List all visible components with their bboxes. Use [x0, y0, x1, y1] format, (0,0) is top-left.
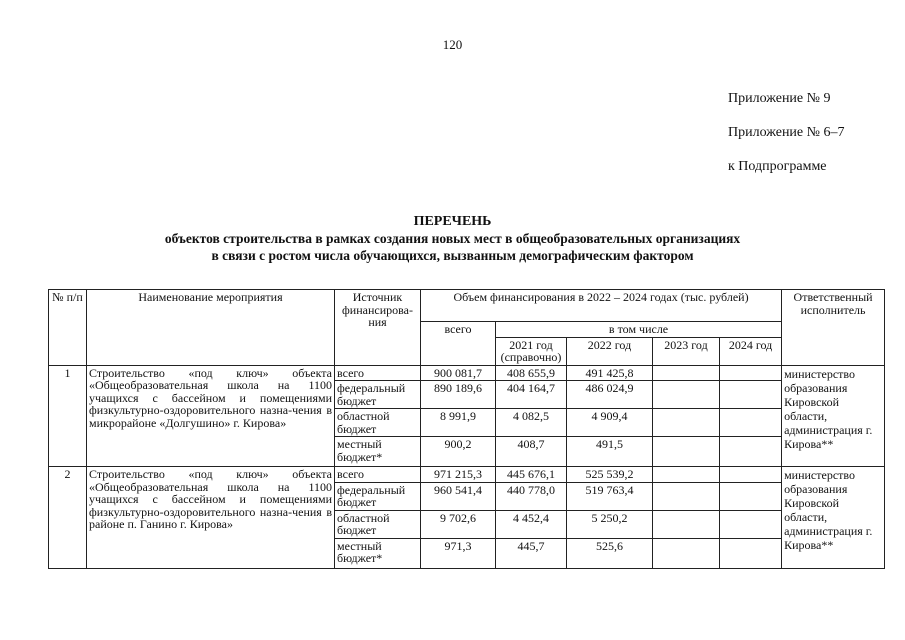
- value-2022: 525,6: [567, 538, 653, 568]
- header-2021: 2021 год (справочно): [496, 337, 567, 365]
- document-heading: [0, 213, 905, 264]
- value-2024: [720, 482, 782, 510]
- header-name: Наименование мероприятия: [87, 290, 335, 366]
- header-including: в том числе: [496, 322, 782, 338]
- value-2024: [720, 467, 782, 483]
- total-value: 971 215,3: [421, 467, 496, 483]
- header-2022: 2022 год: [567, 337, 653, 365]
- page-number: 120: [442, 37, 463, 52]
- row-number: 1: [49, 365, 87, 467]
- value-2022: 491,5: [567, 437, 653, 467]
- value-2023: [653, 365, 720, 381]
- funding-source: всего: [335, 365, 421, 381]
- header-responsible: Ответственный исполнитель: [782, 290, 885, 366]
- table-row: [49, 365, 885, 381]
- total-value: 960 541,4: [421, 482, 496, 510]
- value-2023: [653, 381, 720, 409]
- funding-source: местный бюджет*: [335, 538, 421, 568]
- heading-title: ПЕРЕЧЕНЬ: [413, 214, 492, 229]
- value-2021: 408,7: [496, 437, 567, 467]
- value-2022: 525 539,2: [567, 467, 653, 483]
- value-2024: [720, 381, 782, 409]
- funding-source: областной бюджет: [335, 510, 421, 538]
- value-2022: 491 425,8: [567, 365, 653, 381]
- value-2024: [720, 365, 782, 381]
- value-2021: 440 778,0: [496, 482, 567, 510]
- funding-source: федеральный бюджет: [335, 381, 421, 409]
- value-2021: 408 655,9: [496, 365, 567, 381]
- value-2024: [720, 510, 782, 538]
- value-2023: [653, 437, 720, 467]
- heading-line-2: объектов строительства в рамках создания новых мест в общеобразовательных организациях: [164, 231, 741, 246]
- value-2021: 404 164,7: [496, 381, 567, 409]
- value-2024: [720, 409, 782, 437]
- value-2021: 445 676,1: [496, 467, 567, 483]
- row-number: 2: [49, 467, 87, 569]
- header-volume: Объем финансирования в 2022 – 2024 годах (тыс. рублей): [421, 290, 782, 322]
- table-row: [49, 467, 885, 483]
- value-2023: [653, 510, 720, 538]
- value-2021: 445,7: [496, 538, 567, 568]
- header-total: всего: [421, 322, 496, 366]
- total-value: 890 189,6: [421, 381, 496, 409]
- value-2024: [720, 538, 782, 568]
- value-2022: 5 250,2: [567, 510, 653, 538]
- value-2023: [653, 409, 720, 437]
- funding-source: федеральный бюджет: [335, 482, 421, 510]
- value-2023: [653, 538, 720, 568]
- header-num: № п/п: [49, 290, 87, 366]
- value-2023: [653, 467, 720, 483]
- total-value: 971,3: [421, 538, 496, 568]
- total-value: 900 081,7: [421, 365, 496, 381]
- appendix-number: Приложение № 9: [728, 91, 831, 106]
- header-2024: 2024 год: [720, 337, 782, 365]
- funding-source: всего: [335, 467, 421, 483]
- header-2023: 2023 год: [653, 337, 720, 365]
- header-source: Источник финансирова-ния: [335, 290, 421, 366]
- total-value: 9 702,6: [421, 510, 496, 538]
- value-2022: 486 024,9: [567, 381, 653, 409]
- object-name: Строительство «под ключ» объекта «Общеобразовательная школа на 1100 учащихся с бассейном и помещениями физкультурно-оздоровительного назна-чения в микрорайоне «Долгушино» г. Кирова»: [87, 365, 335, 467]
- value-2023: [653, 482, 720, 510]
- total-value: 8 991,9: [421, 409, 496, 437]
- heading-line-3: в связи с ростом числа обучающихся, вызванным демографическим фактором: [211, 248, 694, 263]
- value-2021: 4 082,5: [496, 409, 567, 437]
- total-value: 900,2: [421, 437, 496, 467]
- object-name: Строительство «под ключ» объекта «Общеобразовательная школа на 1100 учащихся с бассейном и помещениями физкультурно-оздоровительного назна-чения в районе п. Ганино г. Кирова»: [87, 467, 335, 569]
- funding-source: областной бюджет: [335, 409, 421, 437]
- value-2024: [720, 437, 782, 467]
- value-2022: 519 763,4: [567, 482, 653, 510]
- appendix-subnumber: Приложение № 6–7: [728, 125, 845, 140]
- value-2022: 4 909,4: [567, 409, 653, 437]
- responsible-executor: министерство образования Кировской области, администрация г. Кирова**: [782, 365, 885, 467]
- funding-source: местный бюджет*: [335, 437, 421, 467]
- financing-table: [48, 289, 885, 569]
- appendix-reference: к Подпрограмме: [728, 159, 827, 174]
- value-2021: 4 452,4: [496, 510, 567, 538]
- responsible-executor: министерство образования Кировской области, администрация г. Кирова**: [782, 467, 885, 569]
